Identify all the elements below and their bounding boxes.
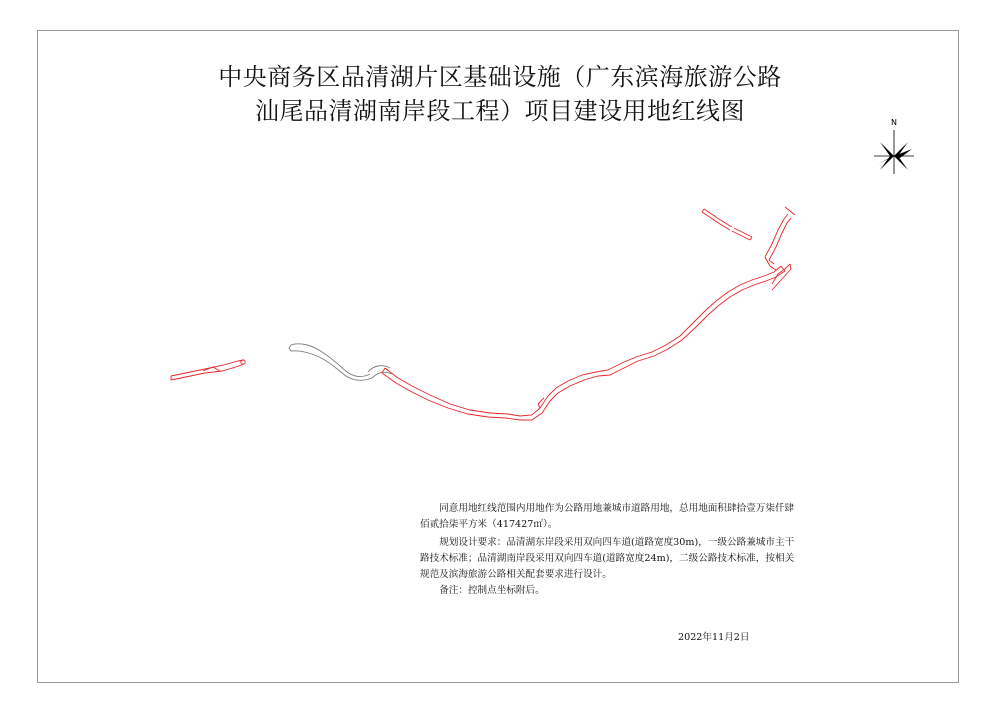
north-label: N [891, 118, 897, 127]
northeast-red-line-branch [702, 207, 795, 290]
existing-road-outline [289, 344, 392, 381]
north-arrow [872, 118, 916, 176]
map-title-line-2: 汕尾品清湖南岸段工程）项目建设用地红线图 [255, 97, 745, 125]
notes-paragraph-land-area: 同意用地红线范围内用地作为公路用地兼城市道路用地，总用地面积肆拾壹万柒仟肆佰贰拾柒平方米（417427㎡）。 [420, 503, 795, 530]
main-red-line-corridor [382, 266, 785, 420]
notes-paragraph-remarks: 备注：控制点坐标附后。 [439, 585, 545, 596]
map-title-line-1: 中央商务区品清湖片区基础设施（广东滨海旅游公路 [218, 63, 782, 91]
west-red-line-segment [171, 360, 245, 380]
approval-notes [420, 501, 796, 599]
issue-date: 2022年11月2日 [678, 632, 750, 643]
notes-paragraph-design-requirements: 规划设计要求：品清湖东岸段采用双向四车道(道路宽度30m)，一级公路兼城市主干路技术标准；品清湖南岸段采用双向四车道(道路宽度24m)，二级公路技术标准，按相关规范及滨海旅游公路相关配套要求进行设计。 [420, 537, 795, 580]
